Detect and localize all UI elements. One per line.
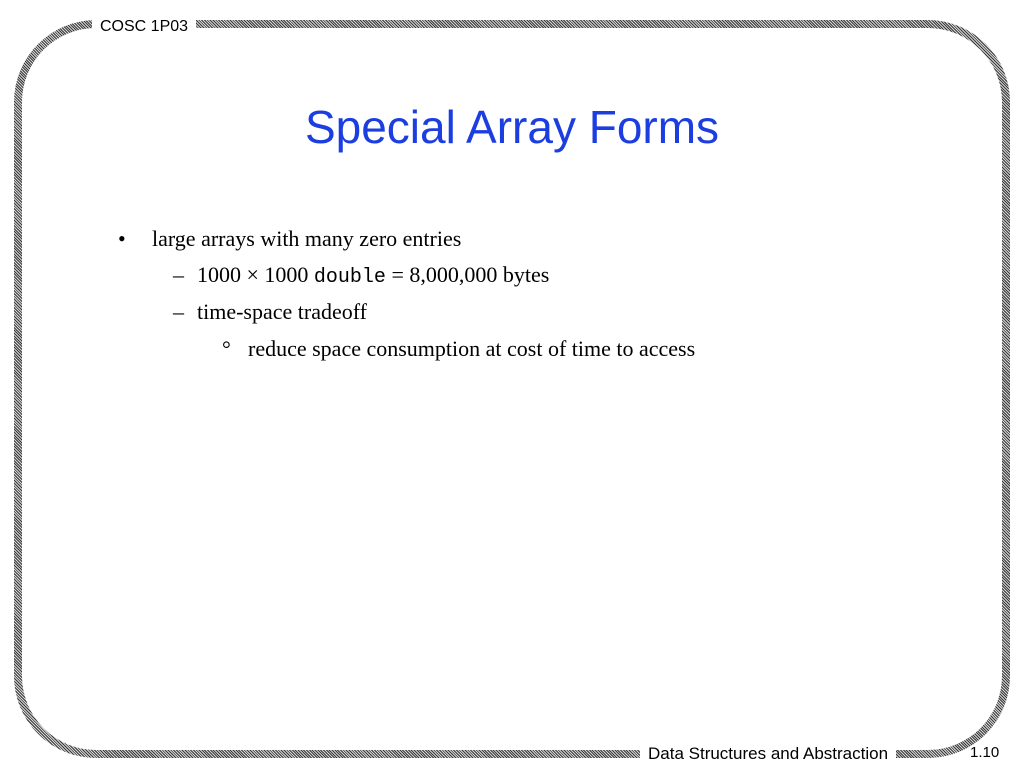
course-title-footer: Data Structures and Abstraction bbox=[640, 742, 896, 766]
course-code-label: COSC 1P03 bbox=[92, 16, 196, 38]
degree-bullet-icon: ° bbox=[222, 336, 231, 361]
sub-sub-bullet-item bbox=[222, 334, 695, 364]
sub-bullet-item bbox=[173, 260, 549, 293]
sub-bullet-text-prefix: 1000 × 1000 bbox=[197, 262, 314, 287]
bullet-item bbox=[118, 224, 461, 254]
sub-sub-bullet-text: reduce space consumption at cost of time to access bbox=[248, 336, 696, 361]
bullet-text: large arrays with many zero entries bbox=[152, 226, 462, 251]
sub-bullet-text: time-space tradeoff bbox=[197, 299, 368, 324]
dash-icon: – bbox=[173, 262, 184, 287]
page-number: 1.10 bbox=[970, 744, 1000, 761]
code-keyword-double: double bbox=[313, 266, 386, 289]
bullet-dot-icon: • bbox=[118, 226, 126, 251]
sub-bullet-item bbox=[173, 297, 367, 327]
dash-icon: – bbox=[173, 299, 184, 324]
slide-title: Special Array Forms bbox=[304, 101, 720, 153]
sub-bullet-text-suffix: = 8,000,000 bytes bbox=[385, 262, 550, 287]
